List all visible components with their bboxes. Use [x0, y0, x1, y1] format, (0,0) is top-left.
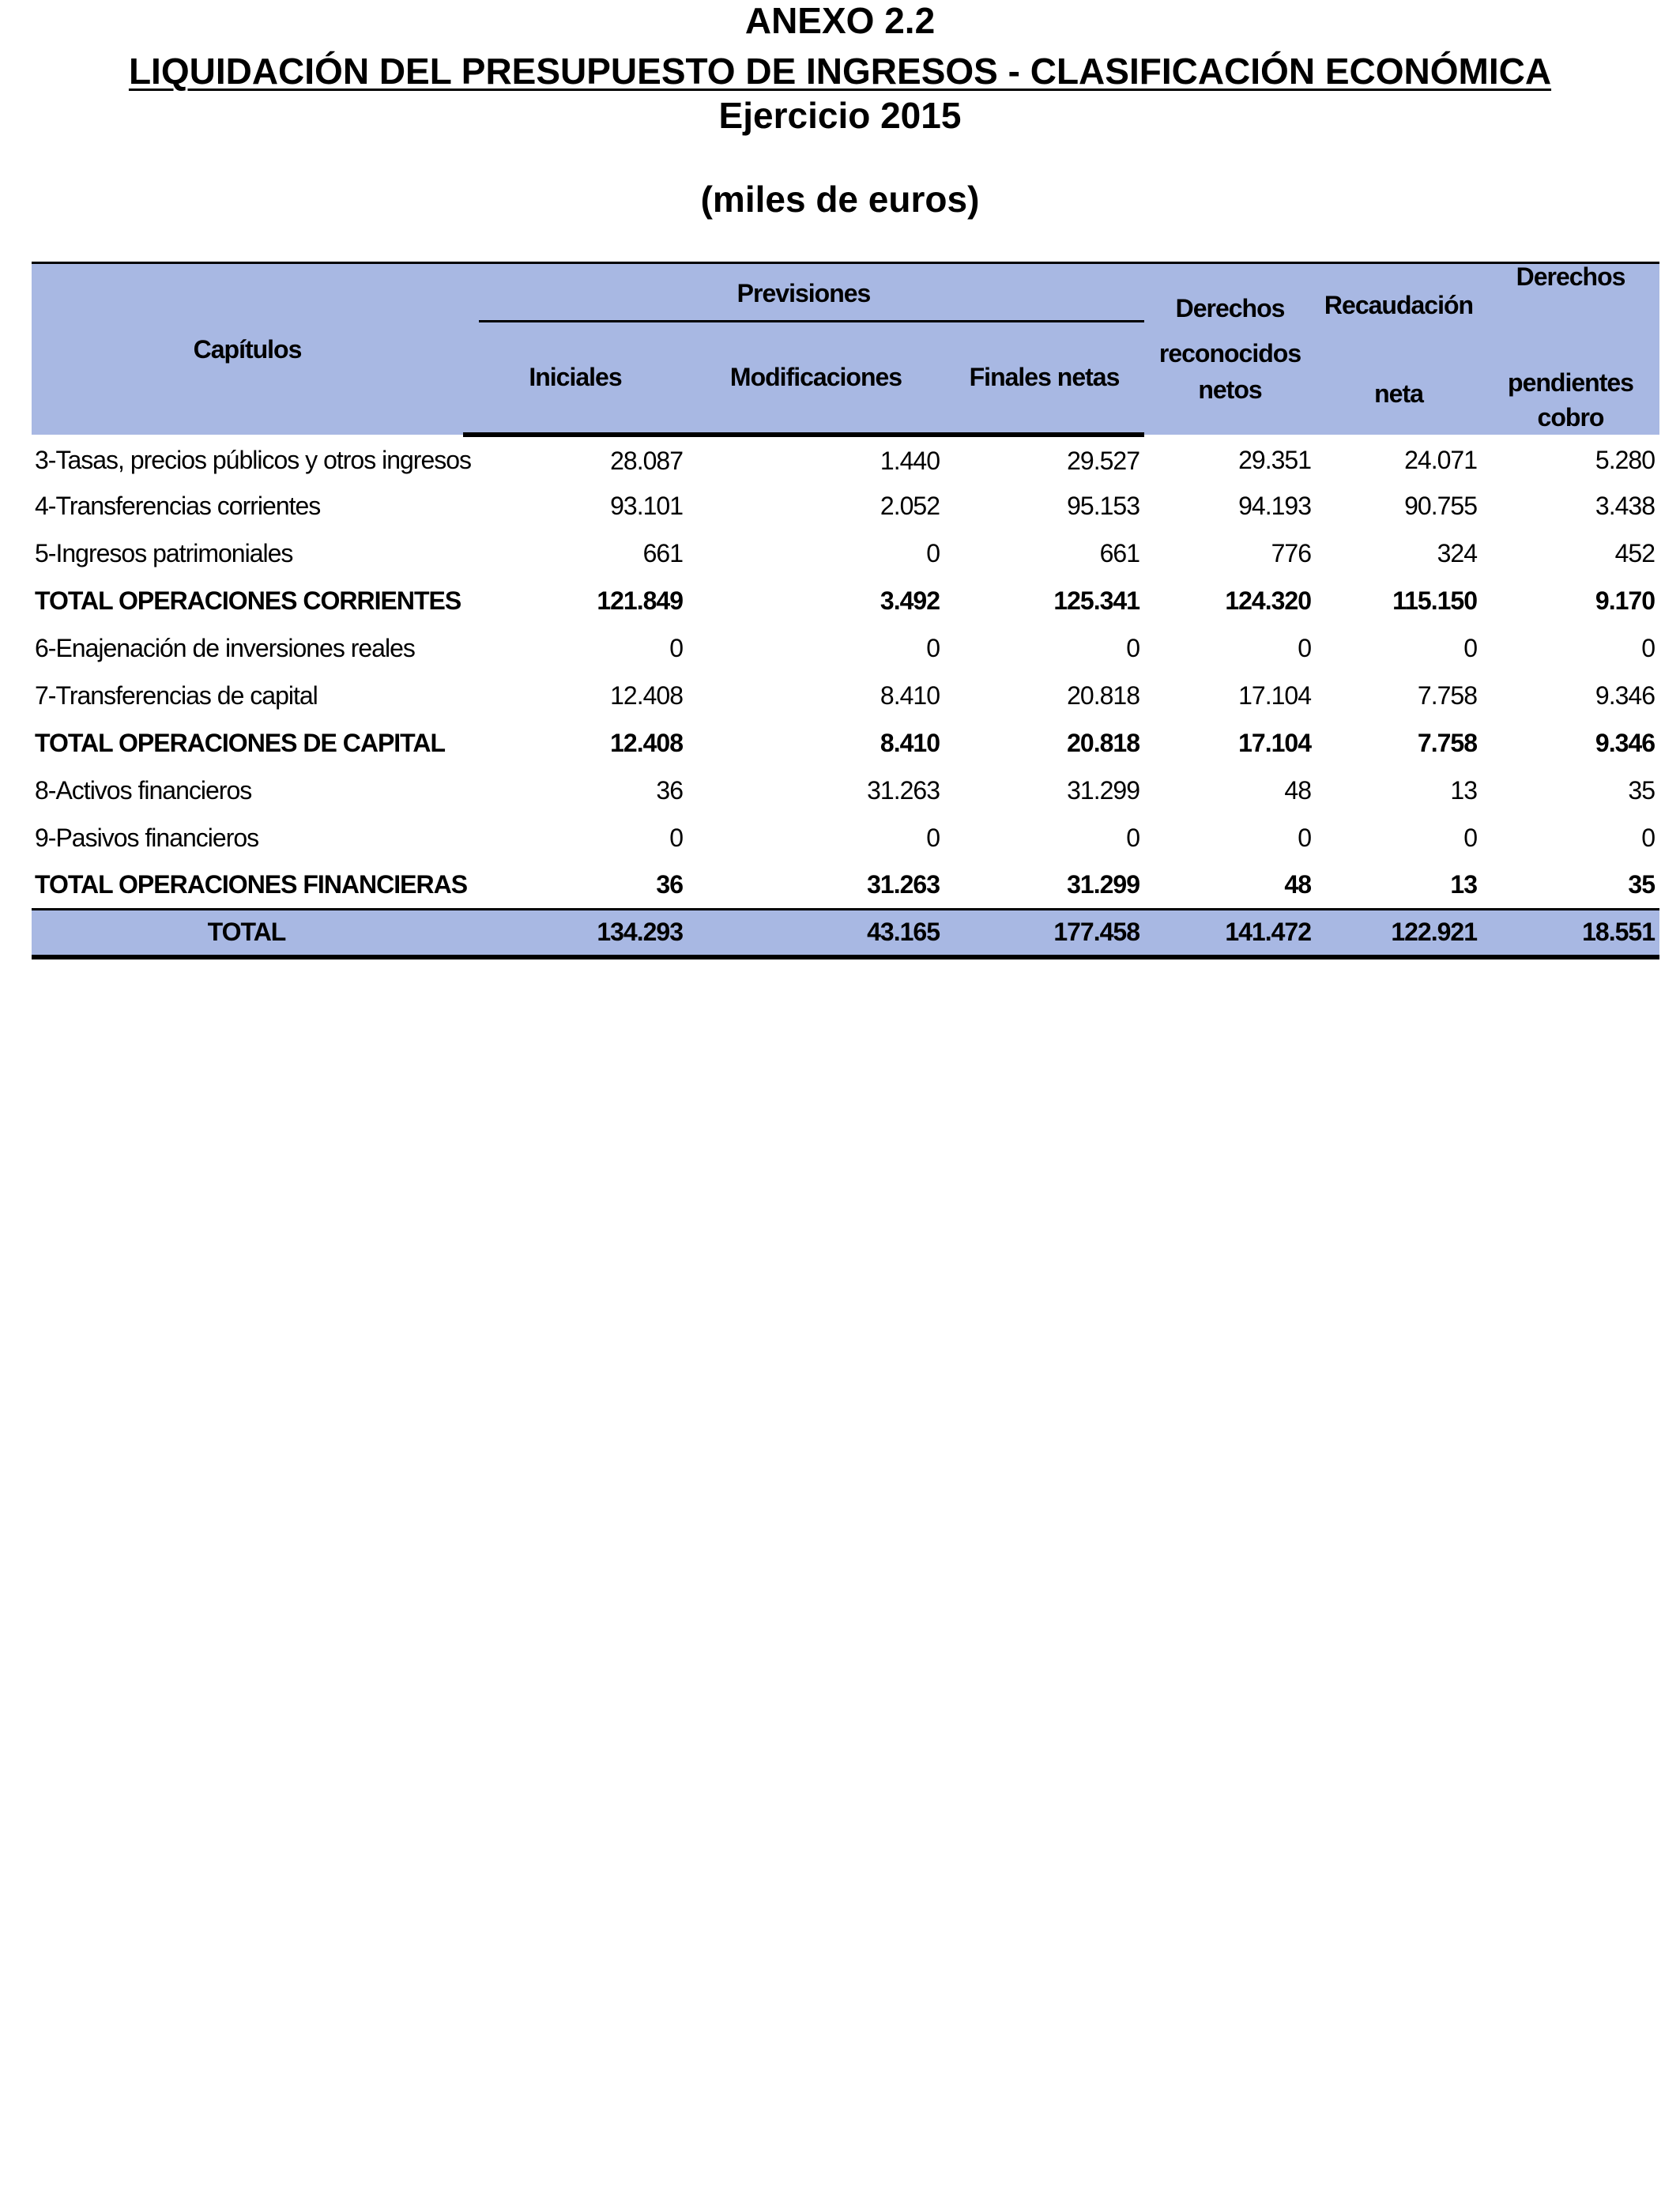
row-label: TOTAL OPERACIONES CORRIENTES	[35, 586, 461, 615]
table-row	[32, 624, 1659, 672]
cell-finales-netas: 177.458	[944, 909, 1144, 957]
cell-pendientes-cobro: 0	[1641, 633, 1655, 662]
cell-recaudacion-neta: 122.921	[1316, 909, 1482, 957]
table-row	[32, 435, 1659, 482]
col-header-finales-netas: Finales netas	[944, 322, 1144, 435]
cell-pendientes-cobro: 9.346	[1595, 680, 1655, 710]
cell-iniciales: 28.087	[610, 447, 683, 475]
cell-finales-netas: 20.818	[1067, 728, 1139, 757]
cell-finales-netas: 0	[1126, 633, 1139, 662]
cell-finales-netas: 31.299	[1067, 775, 1139, 805]
cell-pendientes-cobro: 35	[1628, 775, 1655, 805]
cell-iniciales: 93.101	[610, 491, 683, 520]
cell-iniciales: 12.408	[610, 680, 683, 710]
subtotal-row	[32, 577, 1659, 624]
table-row	[32, 672, 1659, 719]
cell-modificaciones: 2.052	[880, 491, 940, 520]
cell-iniciales: 661	[642, 538, 683, 567]
col-header-modificaciones: Modificaciones	[687, 322, 944, 435]
units-note: (miles de euros)	[700, 179, 980, 220]
cell-modificaciones: 31.263	[867, 775, 940, 805]
cell-pendientes-cobro: 0	[1641, 823, 1655, 852]
cell-recaudacion-neta: 0	[1463, 823, 1477, 852]
cell-finales-netas: 31.299	[1067, 869, 1139, 899]
table-row	[32, 814, 1659, 861]
cell-pendientes-cobro: 5.280	[1595, 445, 1655, 474]
cell-derechos-reconocidos: 94.193	[1238, 491, 1311, 520]
row-label: 6-Enajenación de inversiones reales	[35, 633, 415, 662]
grand-total-row	[32, 909, 1659, 957]
cell-pendientes-cobro: 3.438	[1595, 491, 1655, 520]
cell-pendientes-cobro: 9.170	[1595, 586, 1655, 615]
cell-recaudacion-neta: 0	[1463, 633, 1477, 662]
total-label: TOTAL	[32, 909, 463, 957]
cell-recaudacion-neta: 7.758	[1417, 728, 1477, 757]
cell-pendientes-cobro: 35	[1628, 869, 1655, 899]
cell-modificaciones: 0	[926, 633, 940, 662]
cell-finales-netas: 0	[1126, 823, 1139, 852]
table-row	[32, 482, 1659, 530]
cell-finales-netas: 20.818	[1067, 680, 1139, 710]
col-header-capitulos: Capítulos	[32, 263, 463, 435]
cell-derechos-reconocidos: 0	[1298, 633, 1311, 662]
row-label: 4-Transferencias corrientes	[35, 491, 321, 520]
cell-derechos-reconocidos: 776	[1271, 538, 1311, 567]
cell-modificaciones: 8.410	[880, 728, 940, 757]
cell-recaudacion-neta: 90.755	[1404, 491, 1477, 520]
cell-finales-netas: 29.527	[1067, 447, 1139, 475]
row-label: 5-Ingresos patrimoniales	[35, 538, 293, 567]
cell-finales-netas: 95.153	[1067, 491, 1139, 520]
cell-derechos-reconocidos: 48	[1284, 869, 1311, 899]
row-label: TOTAL OPERACIONES FINANCIERAS	[35, 869, 468, 899]
table-row	[32, 530, 1659, 577]
cell-derechos-reconocidos: 124.320	[1225, 586, 1311, 615]
subtotal-row	[32, 861, 1659, 909]
cell-derechos-reconocidos: 0	[1298, 823, 1311, 852]
cell-iniciales: 12.408	[610, 728, 683, 757]
row-label: 8-Activos financieros	[35, 775, 252, 805]
subtotal-row	[32, 719, 1659, 767]
cell-finales-netas: 661	[1099, 538, 1139, 567]
cell-modificaciones: 31.263	[867, 869, 940, 899]
cell-derechos-reconocidos: 29.351	[1238, 445, 1311, 474]
cell-iniciales: 36	[656, 775, 683, 805]
table-body	[32, 435, 1659, 957]
cell-finales-netas: 125.341	[1053, 586, 1139, 615]
cell-iniciales: 36	[656, 869, 683, 899]
budget-table	[32, 262, 1659, 959]
cell-derechos-reconocidos: 17.104	[1238, 728, 1311, 757]
cell-iniciales: 134.293	[463, 909, 687, 957]
cell-modificaciones: 43.165	[687, 909, 944, 957]
cell-iniciales: 121.849	[597, 586, 683, 615]
cell-recaudacion-neta: 324	[1437, 538, 1477, 567]
cell-recaudacion-neta: 115.150	[1392, 586, 1477, 615]
cell-pendientes-cobro: 9.346	[1595, 728, 1655, 757]
cell-recaudacion-neta: 24.071	[1404, 445, 1477, 474]
fiscal-year: Ejercicio 2015	[718, 95, 962, 136]
col-header-iniciales: Iniciales	[463, 322, 687, 435]
row-label: 3-Tasas, precios públicos y otros ingresos	[35, 445, 472, 474]
cell-iniciales: 0	[669, 633, 683, 662]
row-label: 7-Transferencias de capital	[35, 680, 318, 710]
cell-modificaciones: 1.440	[880, 447, 940, 475]
row-label: TOTAL OPERACIONES DE CAPITAL	[35, 728, 445, 757]
cell-derechos-reconocidos: 141.472	[1144, 909, 1316, 957]
previsiones-divider	[479, 320, 1144, 322]
cell-modificaciones: 0	[926, 538, 940, 567]
document-title: LIQUIDACIÓN DEL PRESUPUESTO DE INGRESOS - CLASIFICACIÓN ECONÓMICA	[128, 51, 1552, 92]
col-header-recaudacion-neta: Recaudación neta	[1316, 263, 1482, 435]
cell-recaudacion-neta: 13	[1450, 869, 1477, 899]
cell-recaudacion-neta: 7.758	[1417, 680, 1477, 710]
cell-pendientes-cobro: 452	[1614, 538, 1655, 567]
cell-pendientes-cobro: 18.551	[1482, 909, 1659, 957]
col-header-previsiones: Previsiones	[463, 263, 1144, 323]
table-header	[32, 263, 1659, 435]
table-row	[32, 767, 1659, 814]
col-header-derechos-reconocidos: Derechos reconocidos netos	[1144, 263, 1316, 435]
cell-derechos-reconocidos: 17.104	[1238, 680, 1311, 710]
annex-number: ANEXO 2.2	[744, 0, 936, 41]
col-header-derechos-pendientes: Derechos pendientes cobro	[1482, 263, 1659, 435]
cell-modificaciones: 3.492	[880, 586, 940, 615]
cell-recaudacion-neta: 13	[1450, 775, 1477, 805]
cell-modificaciones: 0	[926, 823, 940, 852]
cell-modificaciones: 8.410	[880, 680, 940, 710]
cell-derechos-reconocidos: 48	[1284, 775, 1311, 805]
cell-iniciales: 0	[669, 823, 683, 852]
row-label: 9-Pasivos financieros	[35, 823, 259, 852]
